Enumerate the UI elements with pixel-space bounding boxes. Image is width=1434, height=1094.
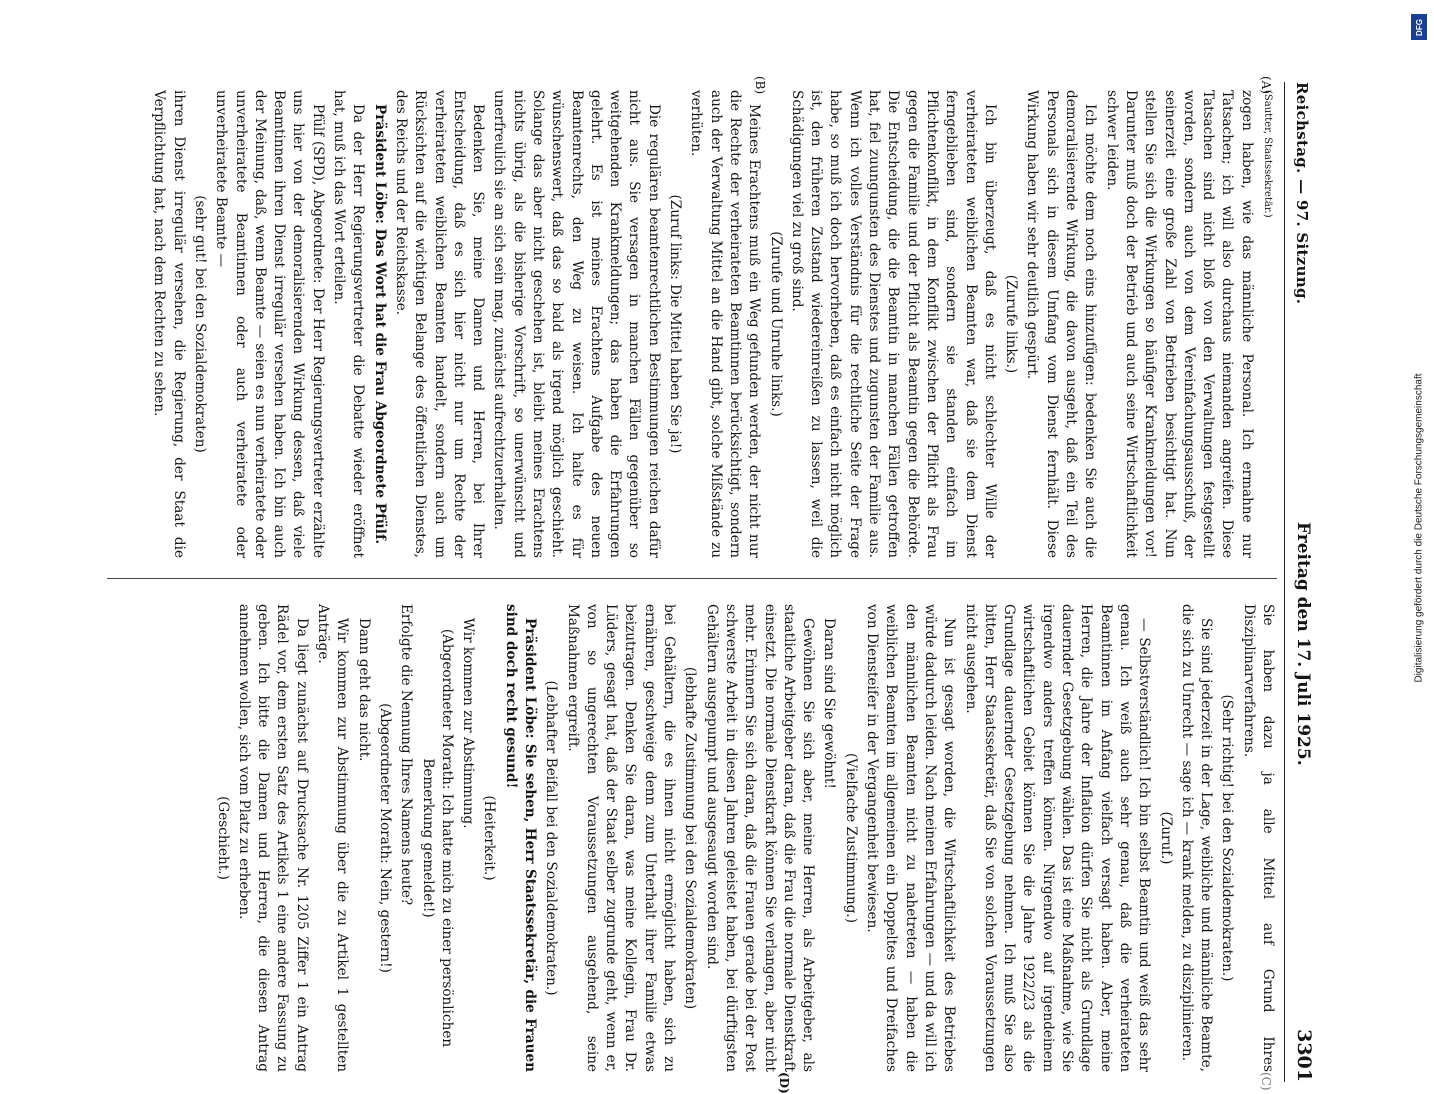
header-date: Freitag den 17. Juli 1925. [1293, 522, 1313, 766]
interjection: (Zurufe links.) [1003, 274, 1020, 374]
margin-mark-a: (A) [1259, 76, 1273, 95]
paragraph: — Selbstverständlich! Ich bin selbst Beamtin und weiß das sehr genau. Ich weiß auch sehr genau, daß die verheirateten Beamtinnen im Anfang vielfach versagt haben. Aber, meine Herren, die Jahre der Inflation dürfen Sie nicht als Grundlage dauernder Gesetzgebung wählen. Das ist eine Maßnahme, wie Sie irgendwo anders treffen können. Nirgendwo auf irgendeinem wirtschaftlichen Gebiet können Sie die Jahre 1922/23 als die Grundlage dauernder Gesetzgebung nehmen. Ich muß Sie also bitten, Herr Staatssekretär, daß Sie von solchen Voraussetzungen nicht ausgehen. [962, 604, 1153, 1072]
interjection: (Heiterkeit.) [481, 795, 498, 881]
interjection: (Lebhafter Beifall bei den Sozialdemokraten.) [543, 680, 560, 996]
speaker-paragraph: Präsident Löbe: Sie sehen, Herr Staatssekretär, die Frauen sind doch recht gesund! [502, 604, 539, 1072]
paragraph: Bedenken Sie, meine Damen und Herren, bei Ihrer Entscheidung, daß es sich hier nicht nur um Rechte der verheirateten weiblichen Beamten handelt, sondern auch um Rücksichten auf die wichtigen Belange des öffentlichen Dienstes, des Reichs und der Reichskasse. [392, 90, 487, 558]
paragraph: Wir kommen zur Abstimmung über die zu Artikel 1 gestellten Anträge. [315, 604, 351, 1072]
paragraph: Die regulären beamtenrechtlichen Bestimmungen reichen dafür nicht aus. Sie versagen in manchen Fällen gegenüber so weitgehenden Krankmeldungen; das haben die Erfahrungen gelehrt. Es ist meines Erachtens Aufgabe des neuen Beamtenrechts, den Weg zu weisen. Ich halte es für wünschenswert, daß das so bald als irgend möglich geschieht. Solange das aber nicht geschehen ist, bleibt meines Erachtens nichts übrig, als die bisherige Vorschrift, so unerwünscht und unerfreulich sie an sich sein mag, zunächst aufrechtzuerhalten. [491, 90, 662, 558]
interjection: (sehr gut! bei den Sozialdemokraten) [191, 195, 208, 453]
paragraph: Dann geht das nicht. [355, 618, 372, 762]
paragraph: Da der Herr Regierungsvertreter die Debatte wieder eröffnet hat, muß ich das Wort erteilen. [331, 90, 367, 558]
paragraph: Meines Erachtens muß ein Weg gefunden werden, der nicht nur die Rechte der verheirateten Beamtinnen berücksichtigt, sondern auch der Verwaltung Mittel an die Hand gibt, solche Mißstände zu verhüten. [688, 90, 763, 558]
interjection: (Abgeordneter Morath: Nein, gestern!) [376, 703, 393, 973]
digitization-credit: Digitalisierung gefördert durch die Deutsche Forschungsgemeinschaft [1413, 373, 1425, 683]
paragraph: zogen haben, wie das männliche Personal. Ich ermahne nur Tatsachen; ich will also durchaus niemanden angreifen. Diese Tatsachen sind nicht bloß von den Verwaltungen festgestellt worden, sondern auch von dem Vereinfachungsausschuß, der seinerzeit eine große Zahl von Betrieben besichtigt hat. Nun stellen Sie sich die Wirkungen so häufiger Krankmeldungen vor! Darunter muß doch der Betrieb und auch seine Wirtschaftlichkeit schwer leiden. [1103, 90, 1255, 558]
right-text-column [77, 604, 1277, 1072]
interjection: (Sehr richtig! bei den Sozialdemokraten.) [1219, 694, 1236, 982]
interjection: (Zurufe und Unruhe links.) [767, 231, 784, 417]
dfg-logo-badge [1411, 14, 1427, 40]
speaker-head: (Sautter, Staatssekretär.) [1262, 90, 1273, 218]
paragraph: Sie sind jederzeit in der Lage, weibliche und männliche Beamte, die sich zu Unrecht — sage ich — krank melden, zu disziplinieren. [1178, 604, 1215, 1072]
margin-mark-d: (D) [777, 1072, 791, 1094]
header-session: Reichstag. — 97. Sitzung. [1293, 82, 1311, 305]
page-header [1284, 82, 1315, 1082]
left-text-column [77, 90, 1277, 558]
margin-mark-c: (C) [1259, 1072, 1273, 1091]
rotated-page [60, 76, 1315, 1094]
paragraph: Ich bin überzeugt, daß es nicht schlechter Wille der verheirateten weiblichen Beamten war, daß sie dem Dienst ferngeblieben sind, sondern sie standen einfach im Pflichtenkonflikt, in dem Konflikt zwischen der Pflicht als Frau gegen die Familie und der Pflicht als Beamtin gegen die Behörde. Die Entscheidung, die die Beamtin in manchen Fällen getroffen hat, fiel zuungunsten des Dienstes und zugunsten der Familie aus. Wenn ich volles Verständnis für die rechtliche Seite der Frage habe, so muß ich doch hervorheben, daß es einfach nicht möglich ist, den früheren Zustand wiedereinreißen zu lassen, weil die Schädigungen viel zu groß sind. [788, 90, 998, 558]
speaker-paragraph: Präsident Löbe: Das Wort hat die Frau Abgeordnete Pfülf. [371, 104, 388, 545]
interjection: (Vielfache Zustimmung.) [842, 752, 859, 924]
margin-mark-b: (B) [753, 76, 767, 95]
dfg-badge-text: DFG [1414, 18, 1424, 36]
paragraph: ihren Dienst irregulär versehen, die Regierung, der Staat die Verpflichtung hat, nach dem Rechten zu sehen. [151, 90, 187, 558]
interjection: (lebhafte Zustimmung bei den Sozialdemokraten) [682, 666, 699, 1010]
paragraph: Erfolgte die Nennung Ihres Namens heute? [398, 604, 415, 906]
column-divider [107, 578, 1277, 579]
interjection: (Zuruf links: Die Mittel haben Sie ja!) [667, 194, 684, 454]
paragraph: Da liegt zunächst auf Drucksache Nr. 1205 Ziffer 1 ein Antrag Rädel vor, dem ersten Satz des Artikels 1 eine andere Fassung zu geben. Ich bitte die Damen und Herren, die diesen Antrag annehmen wollen, sich vom Platz zu erheben. [235, 604, 310, 1072]
paragraph: Ich möchte dem noch eins hinzufügen: bedenken Sie auch die demoralisierende Wirkung, die davon ausgeht, daß ein Teil des Personals sich in diesem Umfang vom Dienst fernhält. Diese Wirkung haben wir sehr deutlich gespürt. [1024, 90, 1099, 558]
speaker-paragraph: Pfülf (SPD), Abgeordnete: Der Herr Regierungsvertreter erzählte uns hier von der demoralisierenden Wirkung dessen, daß viele Beamtinnen ihren Dienst irregulär versehen haben. Ich bin auch der Meinung, daß, wenn Beamte — seien es nun verheiratete oder unverheiratete Beamtinnen oder auch verheiratete oder unverheiratete Beamte — [213, 90, 326, 558]
interjection: (Abgeordneter Morath: Ich hatte mich zu einer persönlichen Bemerkung gemeldet!) [419, 628, 455, 1048]
interjection: (Zuruf.) [1157, 811, 1174, 865]
paragraph: bei Gehältern, die es ihnen nicht ermöglicht haben, sich zu ernähren, geschweige denn zum Unterhalt ihrer Familie etwas beizutragen. Denken Sie daran, was meine Kollegin, Frau Dr. Lüders, gesagt hat, daß der Staat selber zugrunde geht, wenn er, von so ungerechten Voraussetzungen ausgehend, seine Maßnahmen ergreift. [564, 604, 678, 1072]
paragraph: Sie haben dazu ja alle Mittel auf Grund Ihres Disziplinarverfahrens. [1240, 604, 1276, 1072]
digitization-credit-strip [1402, 8, 1434, 992]
page-number: 3301 [1293, 1029, 1315, 1082]
paragraph: Daran sind Sie gewöhnt! [821, 618, 838, 789]
interjection: (Geschieht.) [214, 796, 231, 880]
paragraph: Gewöhnen Sie sich aber, meine Herren, als Arbeitgeber, als staatliche Arbeitgeber daran, daß die Frau die normale Dienstkraft einsetzt. Die normale Dienstkraft können Sie verlangen, aber nicht mehr. Erinnern Sie sich daran, daß die Frauen gerade bei der Post schwerste Arbeit in diesen Jahren geleistet haben, bei dürftigsten Gehältern ausgepumpt und ausgesaugt worden sind. [703, 604, 817, 1072]
paragraph: Nun ist gesagt worden, die Wirtschaftlichkeit des Betriebes würde dadurch leiden. Nach meinen Erfahrungen — und da will ich den männlichen Beamten nicht zu nahetreten — haben die weiblichen Beamten im allgemeinen ein Doppeltes und Dreifaches von Diensteifer in der Vergangenheit bewiesen. [864, 604, 958, 1072]
paragraph: Wir kommen zur Abstimmung. [460, 618, 477, 829]
